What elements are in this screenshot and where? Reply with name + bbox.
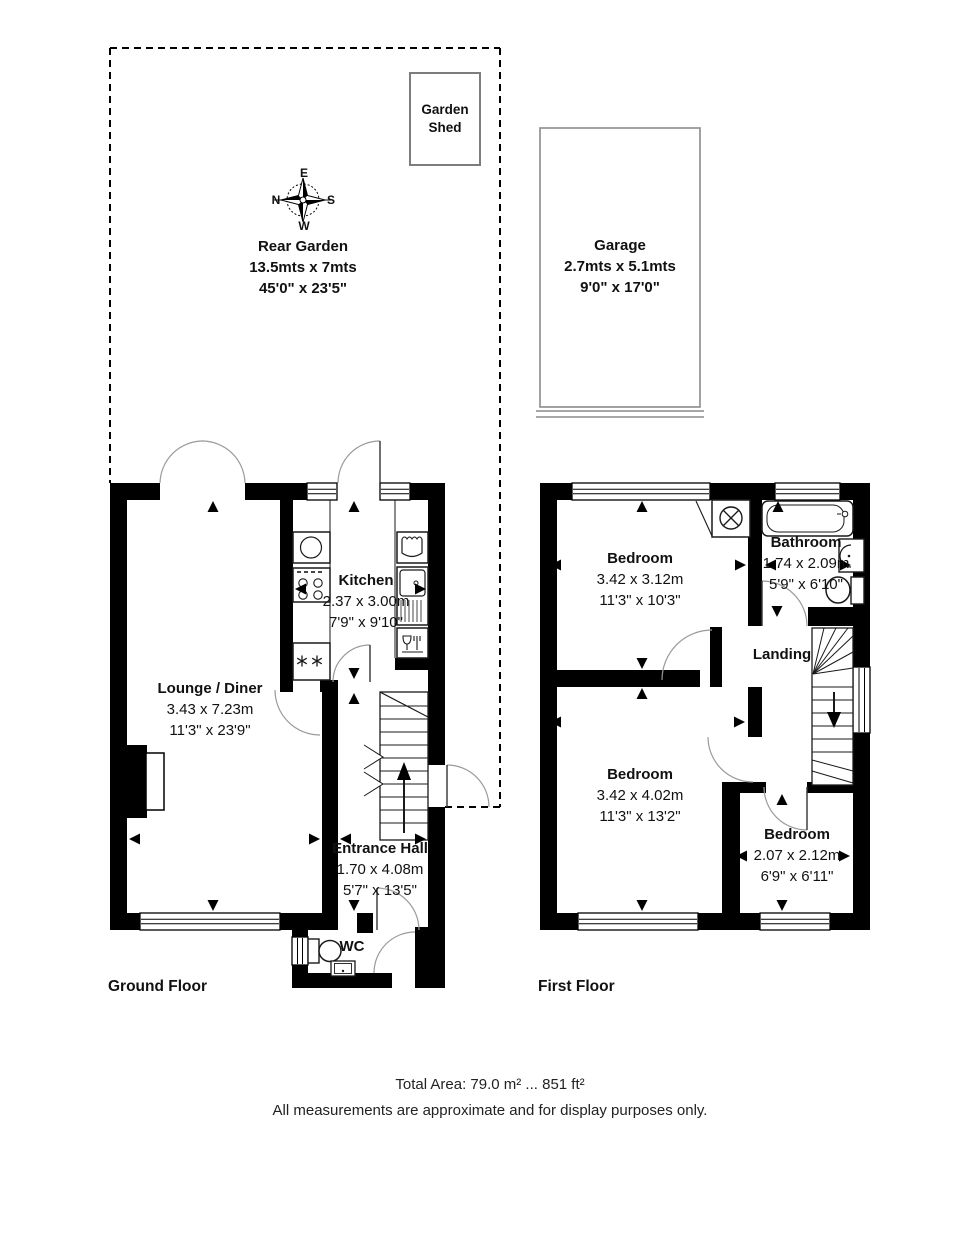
lounge-metric: 3.43 x 7.23m [166, 701, 254, 718]
bedroom1-metric: 3.42 x 3.12m [596, 571, 684, 588]
hall-label [332, 838, 428, 901]
kitchen-garden-door-arc [338, 441, 380, 483]
fireplace-icon [146, 753, 164, 810]
shed-label: Garden Shed [421, 102, 469, 135]
arrow-right [415, 584, 426, 595]
kitchen-label [323, 570, 410, 633]
arrow-up [637, 688, 648, 699]
arrow-right [735, 560, 746, 571]
arrow-down [349, 668, 360, 679]
compass-bottom-label: W [298, 219, 310, 233]
window [760, 913, 830, 930]
bedroom1-name: Bedroom [607, 550, 673, 567]
stairs-up-icon [364, 692, 428, 840]
garage-name: Garage [594, 237, 646, 254]
garden-label [249, 236, 357, 299]
french-door-arc [160, 441, 203, 483]
hall-kitchen-door-arc [333, 645, 370, 682]
kitchen-lounge-door-arc [275, 690, 320, 735]
arrow-left [129, 834, 140, 845]
arrow-down [637, 658, 648, 669]
lounge-name: Lounge / Diner [157, 680, 263, 697]
arrow-down [772, 606, 783, 617]
compass-icon [271, 178, 332, 222]
front-door-arc [447, 765, 489, 807]
arrow-up [637, 501, 648, 512]
bedroom2-imperial: 11'3" x 13'2" [599, 808, 681, 825]
garden-imperial: 45'0" x 23'5" [258, 280, 348, 297]
arrow-up [349, 501, 360, 512]
total-area-text: Total Area: 79.0 m² ... 851 ft² [395, 1076, 585, 1093]
bedroom2-door-arc [708, 737, 753, 782]
compass-right-label: S [326, 193, 336, 207]
window [578, 913, 698, 930]
lounge-imperial: 11'3" x 23'9" [169, 722, 251, 739]
bathroom-imperial: 5'9" x 6'10" [769, 576, 843, 593]
window [380, 483, 410, 500]
arrow-down [208, 900, 219, 911]
window [307, 483, 337, 500]
arrow-down [349, 900, 360, 911]
bedroom2-name: Bedroom [607, 766, 673, 783]
arrow-down [637, 900, 648, 911]
arrow-right [839, 851, 850, 862]
garage-label [564, 235, 676, 298]
bedroom1-label [597, 548, 684, 611]
garage-metric: 2.7mts x 5.1mts [564, 258, 676, 275]
water-tank-icon [696, 500, 750, 537]
oven-icon [293, 532, 330, 563]
freezer-icon [293, 643, 330, 680]
window [775, 483, 840, 500]
window [140, 913, 280, 930]
stairs-down-icon [812, 628, 853, 785]
arrow-left [295, 584, 306, 595]
boiler-icon [397, 532, 428, 563]
garden-name: Rear Garden [257, 238, 349, 255]
kitchen-imperial: 7'9" x 9'10" [329, 614, 403, 631]
garage-imperial: 9'0" x 17'0" [580, 279, 660, 296]
bedroom3-label [754, 824, 841, 887]
bathroom-metric: 1.74 x 2.09m [762, 555, 850, 572]
first-floor-label: First Floor [538, 978, 615, 995]
window [572, 483, 710, 500]
compass-top-label: E [299, 166, 309, 180]
french-door-arc [202, 441, 245, 483]
kitchen-metric: 2.37 x 3.00m [322, 593, 410, 610]
bedroom3-imperial: 6'9" x 6'11" [760, 868, 834, 885]
arrow-up [208, 501, 219, 512]
garden-metric: 13.5mts x 7mts [249, 259, 357, 276]
arrow-right [734, 717, 745, 728]
bedroom1-imperial: 11'3" x 10'3" [599, 592, 681, 609]
hall-imperial: 5'7" x 13'5" [343, 882, 417, 899]
landing-label: Landing [752, 646, 812, 663]
basin-icon [331, 961, 355, 976]
hall-name: Entrance Hall [332, 840, 428, 857]
kitchen-name: Kitchen [338, 572, 394, 589]
compass-left-label: N [271, 193, 281, 207]
arrow-up [349, 693, 360, 704]
bathroom-name: Bathroom [770, 534, 842, 551]
disclaimer-text: All measurements are approximate and for display purposes only. [272, 1102, 708, 1119]
bathroom-label [763, 532, 850, 595]
bedroom2-label [597, 764, 684, 827]
arrow-down [777, 900, 788, 911]
wc-label: WC [339, 938, 365, 955]
window [853, 667, 870, 733]
toilet-icon [308, 939, 341, 963]
lounge-label [158, 678, 263, 741]
arrow-up [777, 794, 788, 805]
arrow-right [309, 834, 320, 845]
ground-floor-label: Ground Floor [108, 978, 208, 995]
hall-metric: 1.70 x 4.08m [336, 861, 424, 878]
porch-door-arc [374, 932, 415, 973]
bedroom2-metric: 3.42 x 4.02m [596, 787, 684, 804]
bedroom3-name: Bedroom [764, 826, 830, 843]
bedroom3-metric: 2.07 x 2.12m [753, 847, 841, 864]
window [292, 937, 308, 965]
